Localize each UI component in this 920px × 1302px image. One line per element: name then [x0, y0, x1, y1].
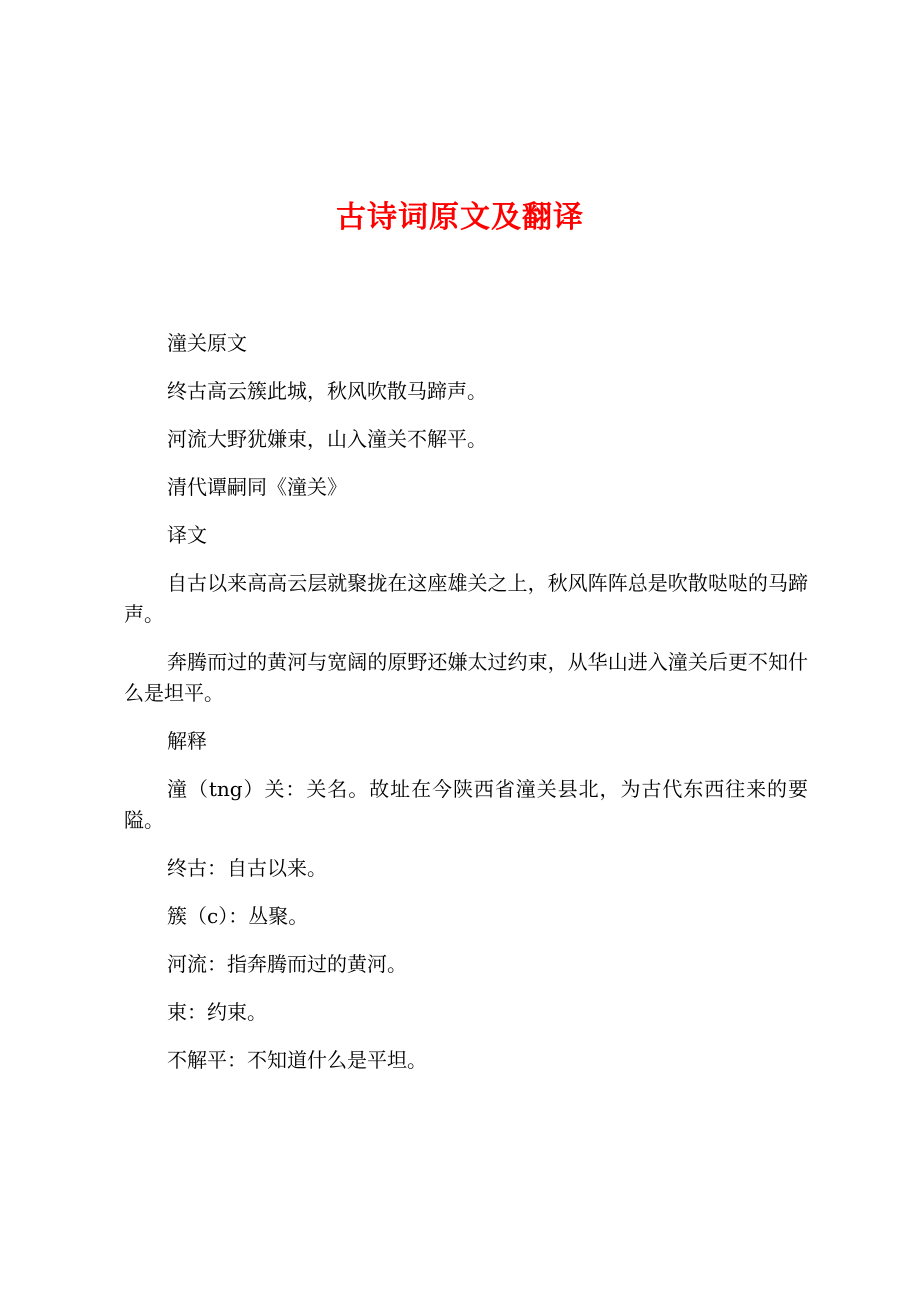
- explanation-item: 簇（c）：丛聚。: [167, 904, 309, 928]
- explanation-item: 河流：指奔腾而过的黄河。: [167, 952, 407, 976]
- heading-explanation: 解释: [167, 729, 207, 753]
- poem-line-2: 河流大野犹嫌束，山入潼关不解平。: [167, 427, 487, 451]
- explanation-item: 束：约束。: [167, 1000, 267, 1024]
- translation-paragraph-1: 自古以来高高云层就聚拢在这座雄关之上，秋风阵阵总是吹散哒哒的马蹄声。: [124, 571, 808, 626]
- explanation-item: 不解平：不知道什么是平坦。: [167, 1048, 427, 1072]
- translation-paragraph-2: 奔腾而过的黄河与宽阔的原野还嫌太过约束，从华山进入潼关后更不知什么是坦平。: [124, 650, 808, 705]
- heading-translation: 译文: [167, 523, 207, 547]
- poem-line-1: 终古高云簇此城，秋风吹散马蹄声。: [167, 379, 487, 403]
- heading-original-text: 潼关原文: [167, 331, 247, 355]
- document-title: 古诗词原文及翻译: [336, 200, 584, 235]
- poem-author: 清代谭嗣同《潼关》: [167, 475, 347, 499]
- document-body: [124, 328, 808, 1093]
- explanation-item: 潼（tng）关：关名。故址在今陕西省潼关县北，为古代东西往来的要隘。: [124, 777, 808, 832]
- explanation-item: 终古：自古以来。: [167, 856, 327, 880]
